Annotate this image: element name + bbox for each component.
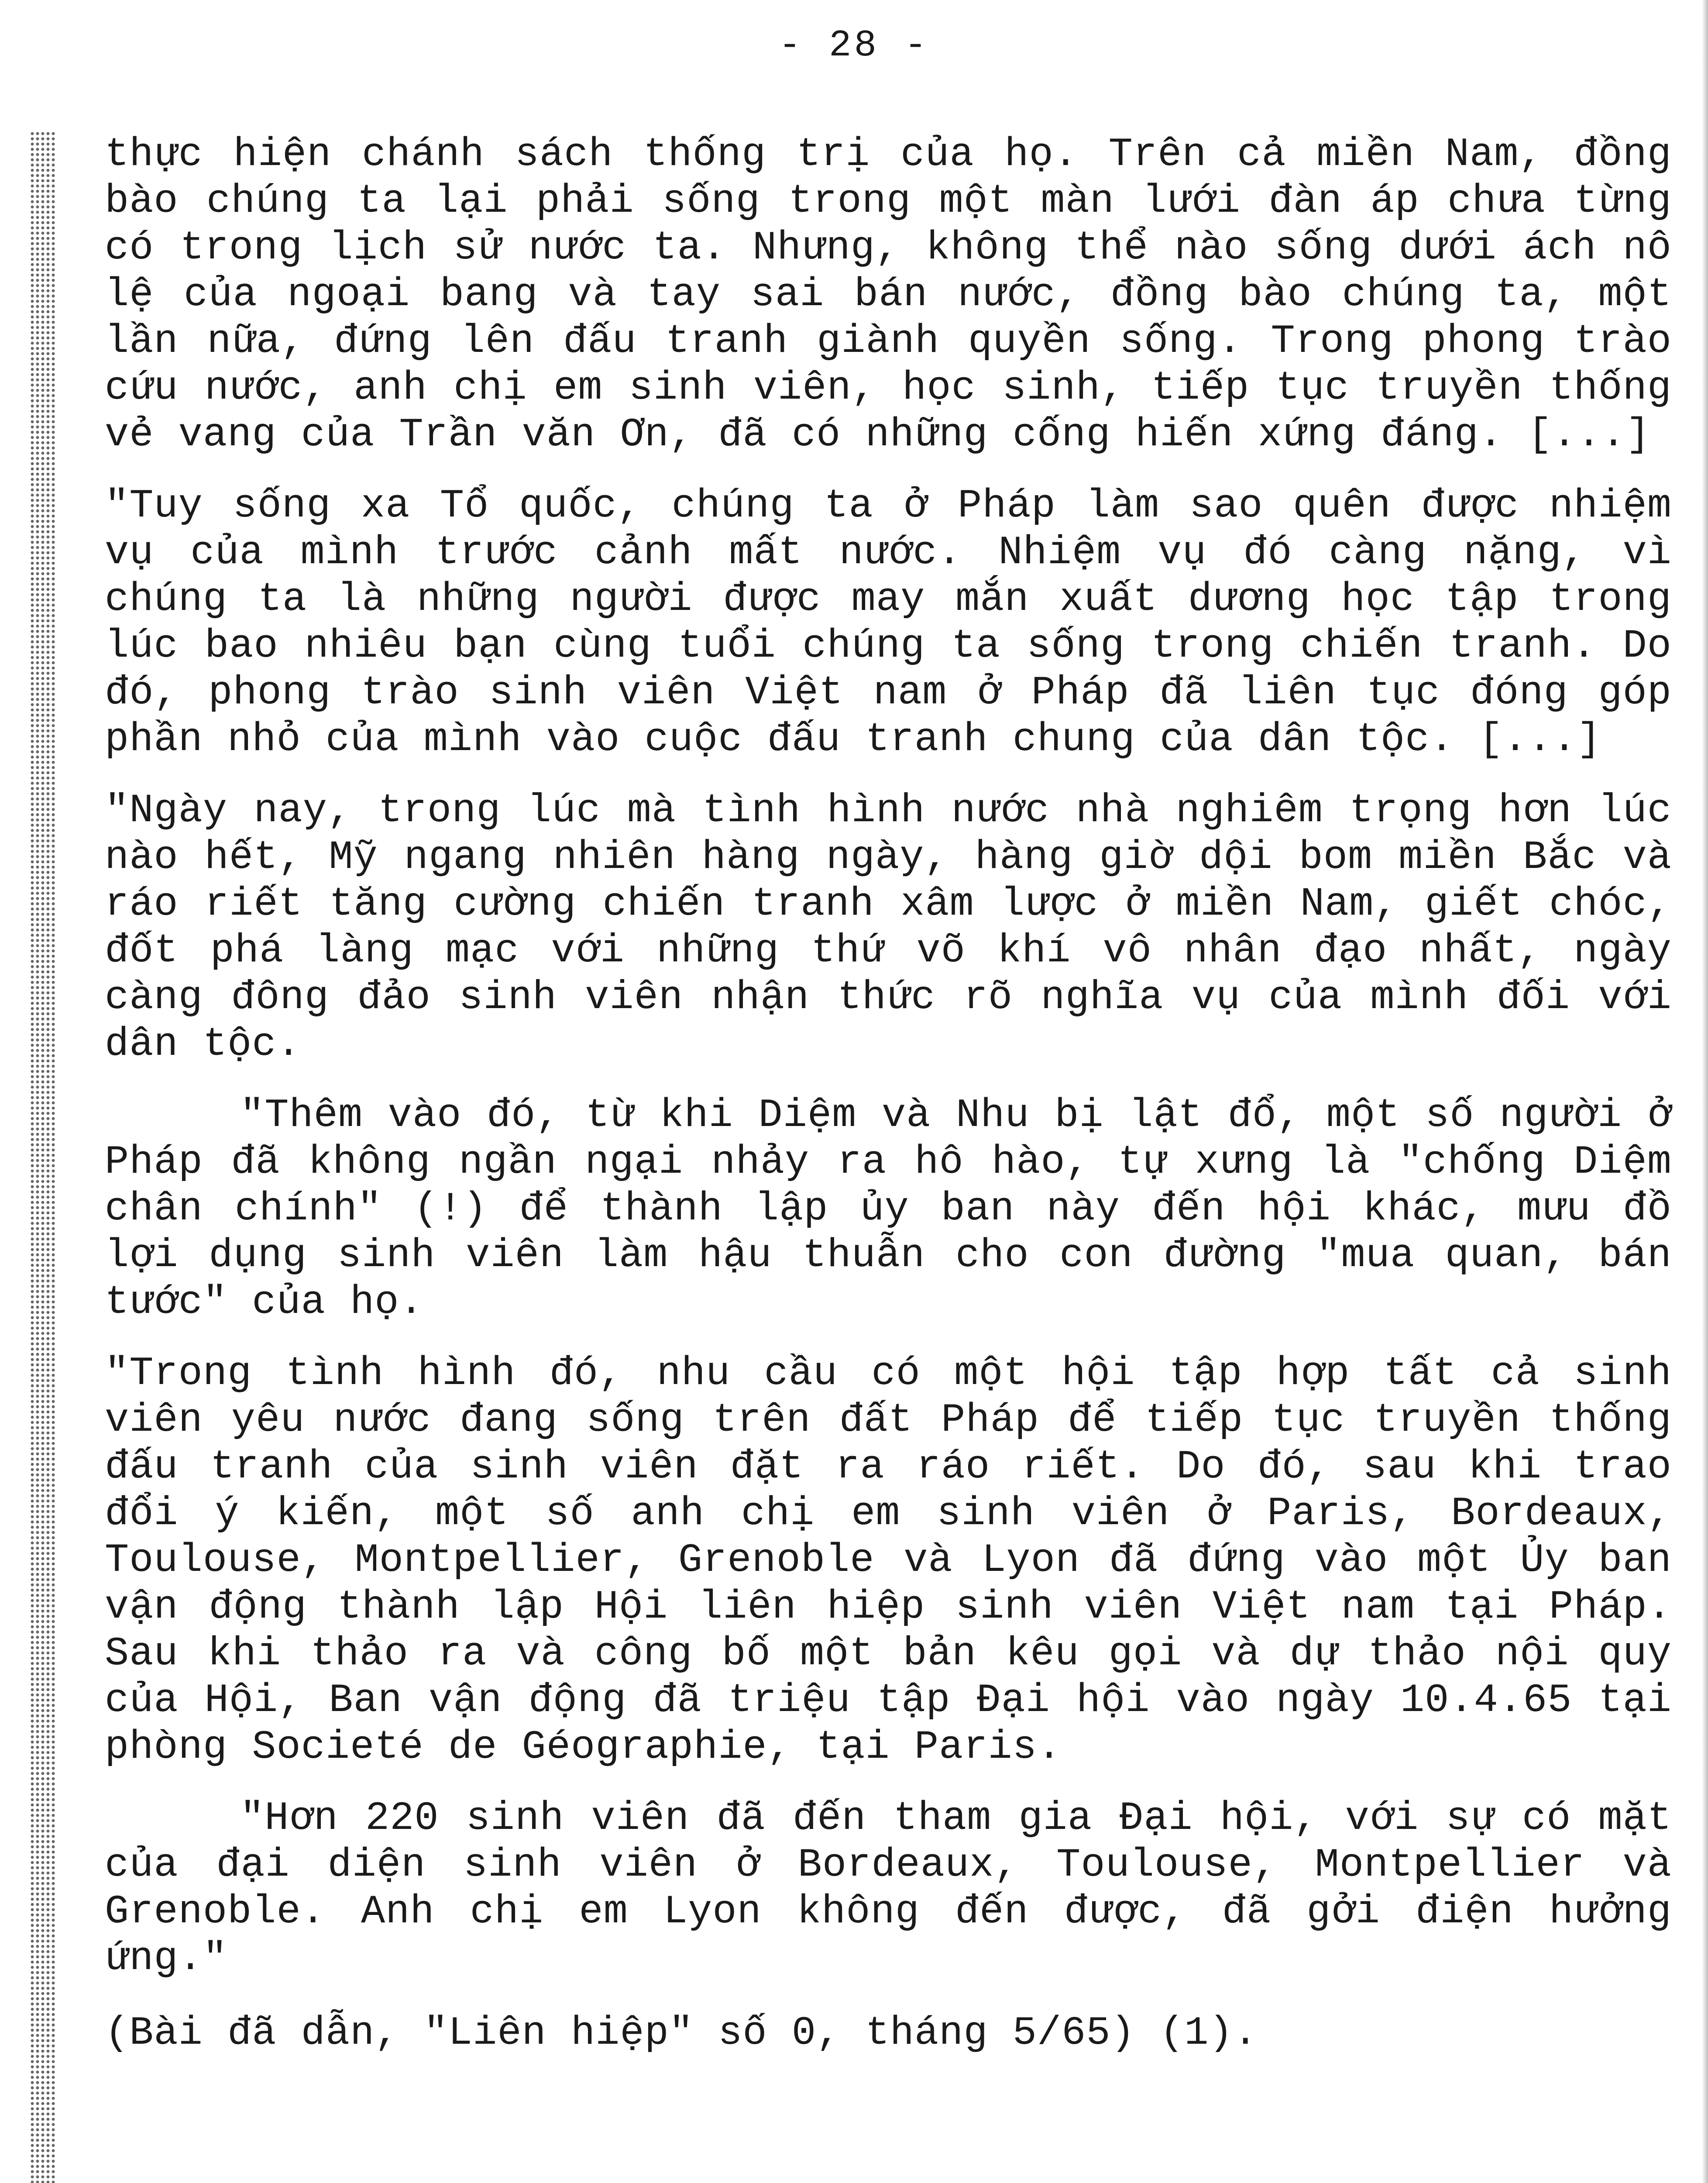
source-citation: (Bài đã dẫn, "Liên hiệp" số 0, tháng 5/65) (1).: [105, 2010, 1258, 2056]
paragraph-3: "Ngày nay, trong lúc mà tình hình nước nhà nghiêm trọng hơn lúc nào hết, Mỹ ngang nhiên hàng ngày, hàng giờ dội bom miền Bắc và ráo riết tăng cường chiến tranh xâm lược ở miền Nam, giết chóc, đốt phá làng mạc với những thứ võ khí vô nhân đạo nhất, ngày càng đông đảo sinh viên nhận thức rõ nghĩa vụ của mình đối với dân tộc.: [105, 788, 1672, 1067]
quoted-passage: [105, 131, 1672, 2056]
paragraph-4: "Thêm vào đó, từ khi Diệm và Nhu bị lật đổ, một số người ở Pháp đã không ngần ngại nhảy ra hô hào, tự xưng là "chống Diệm chân chính" (!) để thành lập ủy ban này đến hội khác, mưu đồ lợi dụng sinh viên làm hậu thuẫn cho con đường "mua quan, bán tước" của họ.: [105, 1092, 1672, 1325]
paragraph-5: "Trong tình hình đó, nhu cầu có một hội tập hợp tất cả sinh viên yêu nước đang sống trên đất Pháp để tiếp tục truyền thống đấu tranh của sinh viên đặt ra ráo riết. Do đó, sau khi trao đổi ý kiến, một số anh chị em sinh viên ở Paris, Bordeaux, Toulouse, Montpellier, Grenoble và Lyon đã đứng vào một Ủy ban vận động thành lập Hội liên hiệp sinh viên Việt nam tại Pháp. Sau khi thảo ra và công bố một bản kêu gọi và dự thảo nội quy của Hội, Ban vận động đã triệu tập Đại hội vào ngày 10.4.65 tại phòng Societé de Géographie, tại Paris.: [105, 1350, 1672, 1770]
paragraph-6: "Hơn 220 sinh viên đã đến tham gia Đại hội, với sự có mặt của đại diện sinh viên ở Bordeaux, Toulouse, Montpellier và Grenoble. Anh chị em Lyon không đến được, đã gởi điện hưởng ứng.": [105, 1795, 1672, 1981]
page-number: - 28 -: [778, 24, 930, 67]
paragraph-2: "Tuy sống xa Tổ quốc, chúng ta ở Pháp làm sao quên được nhiệm vụ của mình trước cảnh mất nước. Nhiệm vụ đó càng nặng, vì chúng ta là những người được may mắn xuất dương học tập trong lúc bao nhiêu bạn cùng tuổi chúng ta sống trong chiến tranh. Do đó, phong trào sinh viên Việt nam ở Pháp đã liên tục đóng góp phần nhỏ của mình vào cuộc đấu tranh chung của dân tộc. [...]: [105, 483, 1672, 762]
quote-margin-rule: [30, 131, 56, 2183]
page-edge-shadow: [1702, 0, 1708, 2183]
paragraph-1: thực hiện chánh sách thống trị của họ. Trên cả miền Nam, đồng bào chúng ta lại phải sống trong một màn lưới đàn áp chưa từng có trong lịch sử nước ta. Nhưng, không thể nào sống dưới ách nô lệ của ngoại bang và tay sai bán nước, đồng bào chúng ta, một lần nữa, đứng lên đấu tranh giành quyền sống. Trong phong trào cứu nước, anh chị em sinh viên, học sinh, tiếp tục truyền thống vẻ vang của Trần văn Ơn, đã có những cống hiến xứng đáng. [...]: [105, 131, 1672, 458]
